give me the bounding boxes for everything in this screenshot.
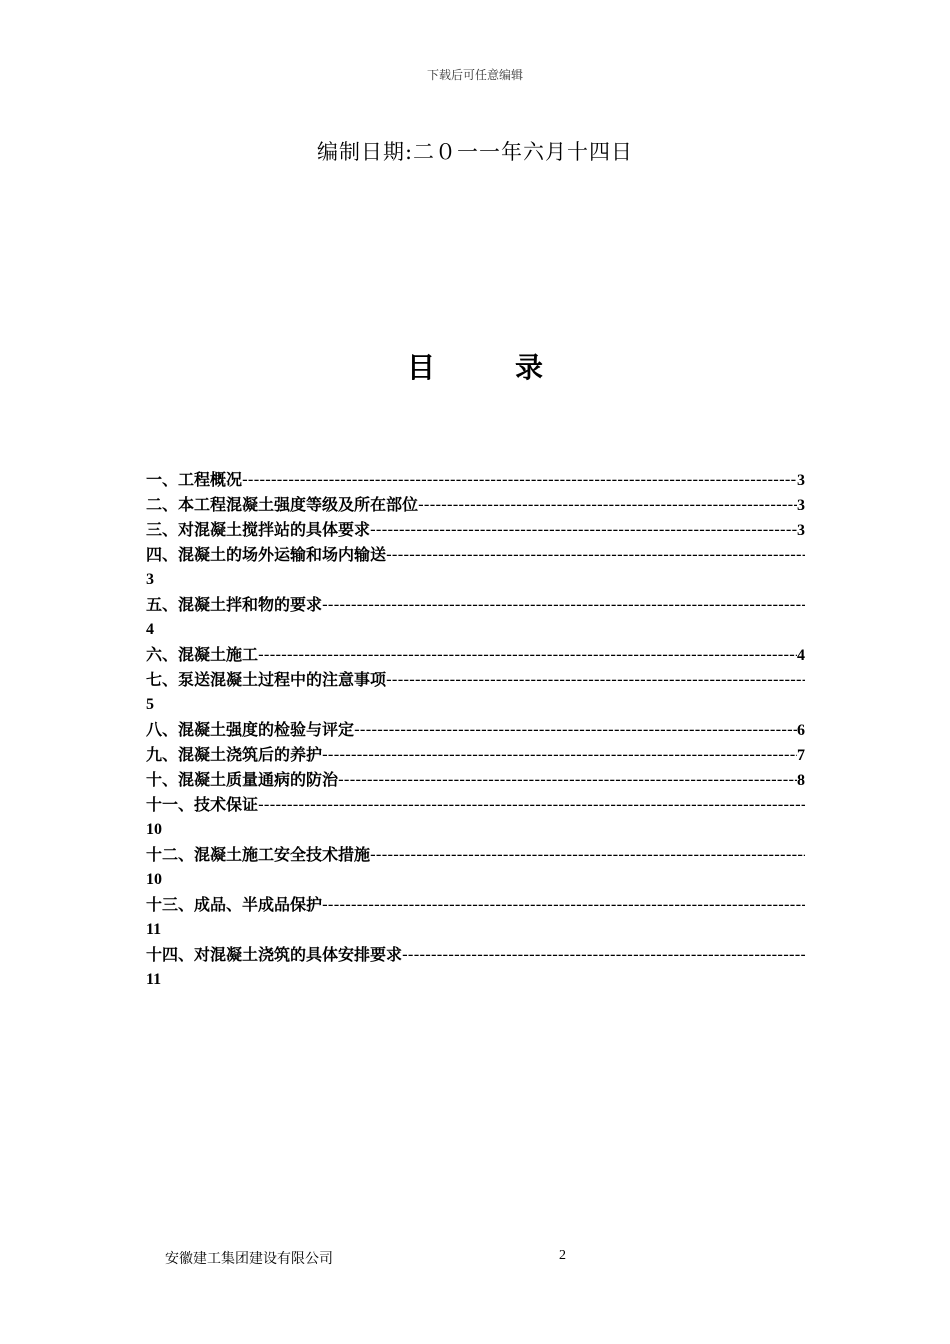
toc-entry[interactable]	[146, 542, 805, 592]
toc-leader-dashes	[322, 592, 805, 617]
toc-entry-page: 3	[797, 472, 805, 489]
toc-entry-page: 6	[797, 722, 805, 739]
toc-entry-label: 十一、技术保证	[146, 795, 259, 814]
toc-entry-page: 3	[146, 571, 154, 588]
toc-leader-dashes	[258, 792, 805, 817]
toc-entry-label: 四、混凝土的场外运输和场内输送	[146, 545, 387, 564]
toc-entry-page: 5	[146, 696, 154, 713]
toc-leader-dashes	[258, 642, 797, 667]
toc-entry[interactable]	[146, 842, 805, 892]
toc-entry-page: 4	[797, 647, 805, 664]
toc-leader-dashes	[242, 467, 797, 492]
toc-title-char-1: 目	[406, 351, 435, 384]
toc-entry-label: 三、对混凝土搅拌站的具体要求	[146, 520, 371, 539]
toc-entry[interactable]	[146, 717, 805, 742]
toc-entry[interactable]	[146, 517, 805, 542]
toc-leader-dashes	[386, 667, 805, 692]
toc-entry[interactable]	[146, 592, 805, 642]
compile-date: 编制日期:二０一一年六月十四日	[316, 140, 634, 164]
toc-leader-dashes	[338, 767, 797, 792]
toc-line	[146, 767, 805, 792]
toc-leader-dashes	[322, 892, 805, 917]
toc-line	[146, 942, 805, 967]
table-of-contents	[146, 467, 805, 992]
toc-line	[146, 892, 805, 917]
toc-line	[146, 492, 805, 517]
toc-entry-label: 六、混凝土施工	[146, 645, 259, 664]
toc-line	[146, 642, 805, 667]
toc-leader-dashes	[402, 942, 805, 967]
toc-entry-label: 二、本工程混凝土强度等级及所在部位	[146, 495, 419, 514]
toc-entry[interactable]	[146, 742, 805, 767]
toc-leader-dashes	[322, 742, 797, 767]
toc-entry[interactable]	[146, 642, 805, 667]
toc-entry[interactable]	[146, 942, 805, 992]
toc-entry-label: 十三、成品、半成品保护	[146, 895, 323, 914]
toc-entry-label: 十、混凝土质量通病的防治	[146, 770, 339, 789]
toc-entry[interactable]	[146, 667, 805, 717]
toc-entry-page: 10	[146, 871, 162, 888]
toc-line	[146, 792, 805, 817]
toc-entry-label: 一、工程概况	[146, 470, 243, 489]
toc-leader-dashes	[386, 542, 805, 567]
toc-entry-label: 五、混凝土拌和物的要求	[146, 595, 323, 614]
toc-entry-label: 七、泵送混凝土过程中的注意事项	[146, 670, 387, 689]
toc-entry[interactable]	[146, 467, 805, 492]
toc-line	[146, 717, 805, 742]
toc-line	[146, 542, 805, 567]
toc-line	[146, 842, 805, 867]
toc-line	[146, 517, 805, 542]
toc-title	[0, 346, 950, 386]
toc-entry-label: 九、混凝土浇筑后的养护	[146, 745, 323, 764]
toc-entry-page: 4	[146, 621, 154, 638]
toc-entry-label: 八、混凝土强度的检验与评定	[146, 720, 355, 739]
toc-leader-dashes	[370, 842, 805, 867]
header-note: 下载后可任意编辑	[426, 68, 523, 82]
toc-entry-page: 3	[797, 522, 805, 539]
toc-leader-dashes	[354, 717, 797, 742]
toc-entry[interactable]	[146, 792, 805, 842]
toc-entry[interactable]	[146, 892, 805, 942]
footer-company: 安徽建工集团建设有限公司	[165, 1251, 333, 1267]
toc-title-char-2: 录	[515, 351, 544, 384]
toc-line	[146, 467, 805, 492]
toc-entry-page: 10	[146, 821, 162, 838]
toc-line	[146, 592, 805, 617]
toc-line	[146, 667, 805, 692]
toc-line	[146, 742, 805, 767]
toc-leader-dashes	[370, 517, 797, 542]
toc-entry-label: 十四、对混凝土浇筑的具体安排要求	[146, 945, 403, 964]
toc-entry-page: 3	[797, 497, 805, 514]
toc-entry-page: 11	[146, 921, 162, 938]
toc-entry-page: 11	[146, 971, 162, 988]
toc-entry-label: 十二、混凝土施工安全技术措施	[146, 845, 371, 864]
toc-entry[interactable]	[146, 767, 805, 792]
toc-leader-dashes	[418, 492, 797, 517]
footer-page-number: 2	[559, 1248, 566, 1263]
toc-entry-page: 7	[797, 747, 805, 764]
toc-entry[interactable]	[146, 492, 805, 517]
toc-entry-page: 8	[797, 772, 805, 789]
